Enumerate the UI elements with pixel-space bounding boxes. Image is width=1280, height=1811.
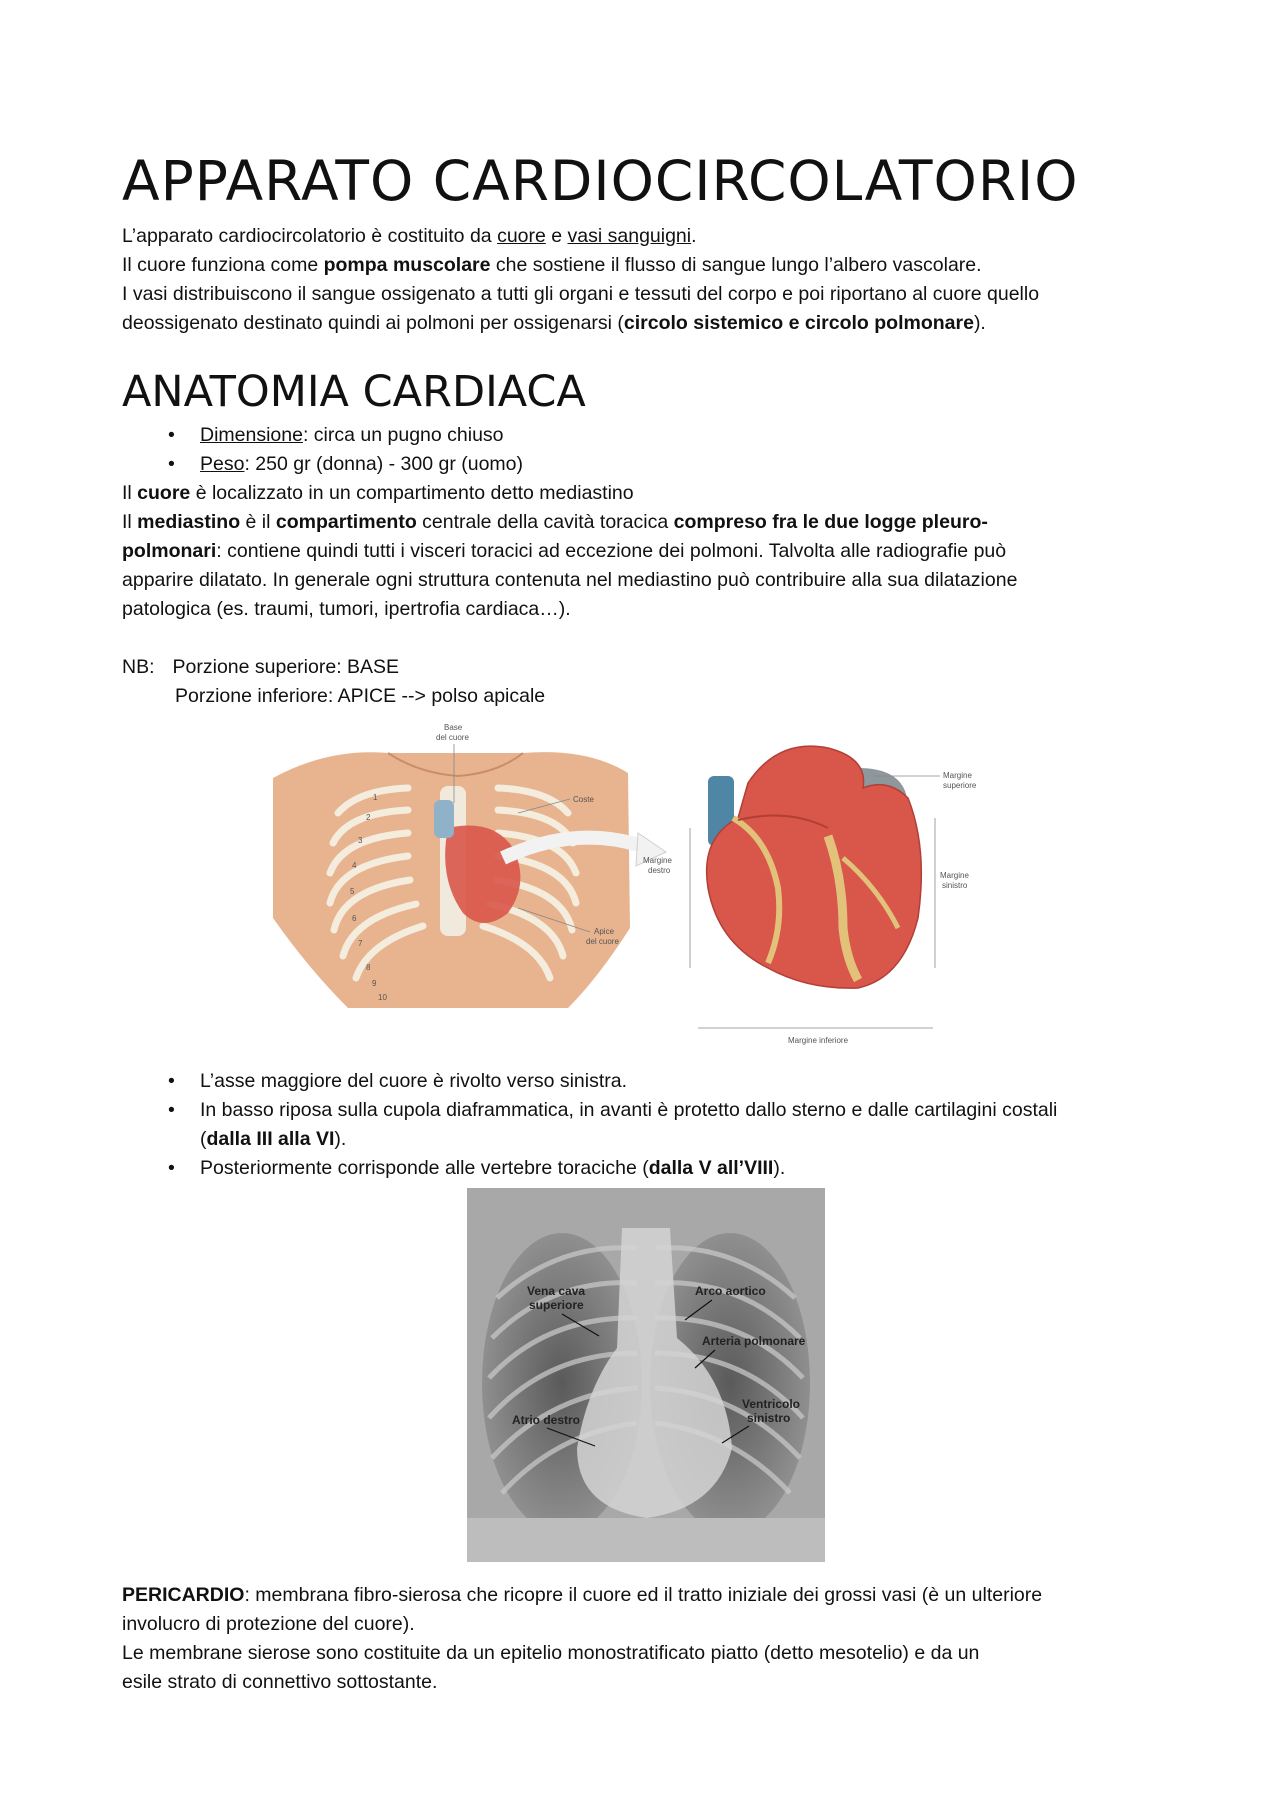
bullet-dot: • bbox=[168, 424, 175, 446]
bullet-dot: • bbox=[168, 1099, 175, 1121]
svg-text:10: 10 bbox=[378, 993, 387, 1002]
svg-text:4: 4 bbox=[352, 861, 357, 870]
intro-line-3: I vasi distribuiscono il sangue ossigenato a tutti gli organi e tessuti del corpo e poi riportano al cuore quello bbox=[122, 283, 1040, 305]
mediastino-line-1: Il cuore è localizzato in un compartimento detto mediastino bbox=[122, 482, 634, 504]
svg-text:8: 8 bbox=[366, 963, 371, 972]
intro-line-1: L’apparato cardiocircolatorio è costituito da cuore e vasi sanguigni. bbox=[122, 225, 697, 247]
svg-text:sinistro: sinistro bbox=[942, 881, 968, 890]
xray-label-atrio-destro: Atrio destro bbox=[512, 1413, 581, 1427]
xray-label-vena-cava: Vena cava bbox=[527, 1284, 586, 1298]
label-margine-inferiore: Margine inferiore bbox=[788, 1036, 849, 1045]
nb-line-1: Porzione superiore: BASE bbox=[172, 656, 400, 678]
bullet-dot: • bbox=[168, 453, 175, 475]
svg-text:5: 5 bbox=[350, 887, 355, 896]
label-margine-sinistro: Margine bbox=[940, 871, 969, 880]
page-title: APPARATO CARDIOCIRCOLATORIO bbox=[122, 149, 1079, 213]
pericardio-line-1: PERICARDIO: membrana fibro-sierosa che ricopre il cuore ed il tratto iniziale dei grossi vasi (è un ulteriore bbox=[122, 1584, 1043, 1606]
svg-text:superiore: superiore bbox=[943, 781, 977, 790]
nb-line-2: Porzione inferiore: APICE --> polso apicale bbox=[175, 685, 546, 707]
intro-line-4: deossigenato destinato quindi ai polmoni per ossigenarsi (circolo sistemico e circolo polmonare). bbox=[122, 312, 986, 334]
svg-text:del cuore: del cuore bbox=[586, 937, 619, 946]
heart-anatomy-illustration bbox=[268, 718, 1068, 1048]
position-bullet-3: • Posteriormente corrisponde alle vertebre toraciche (dalla V all’VIII). bbox=[200, 1154, 785, 1183]
svg-text:6: 6 bbox=[352, 914, 357, 923]
position-bullet-2-cont: (dalla III alla VI). bbox=[200, 1128, 347, 1150]
spec-item-peso: • Peso: 250 gr (donna) - 300 gr (uomo) bbox=[200, 450, 523, 479]
bullet-dot: • bbox=[168, 1070, 175, 1092]
spec-item-dimensione: • Dimensione: circa un pugno chiuso bbox=[200, 421, 504, 450]
svg-text:1: 1 bbox=[373, 793, 378, 802]
pericardio-paragraph bbox=[122, 1581, 1172, 1697]
svg-text:del cuore: del cuore bbox=[436, 733, 469, 742]
svg-text:9: 9 bbox=[372, 979, 377, 988]
pericardio-line-3: Le membrane sierose sono costituite da un epitelio monostratificato piatto (detto mesotelio) e da un bbox=[122, 1642, 980, 1664]
mediastino-paragraph bbox=[122, 479, 1172, 624]
mediastino-line-5: patologica (es. traumi, tumori, ipertrofia cardiaca…). bbox=[122, 598, 571, 620]
svg-text:7: 7 bbox=[358, 939, 363, 948]
xray-label-ventricolo-sinistro: Ventricolo bbox=[742, 1397, 801, 1411]
label-apice: Apice bbox=[594, 927, 615, 936]
bullet-dot: • bbox=[168, 1157, 175, 1179]
mediastino-line-3: polmonari: contiene quindi tutti i visceri toracici ad eccezione dei polmoni. Talvolta alle radiografie può bbox=[122, 540, 1007, 562]
svg-text:destro: destro bbox=[648, 866, 671, 875]
svg-text:3: 3 bbox=[358, 836, 363, 845]
pericardio-line-2: involucro di protezione del cuore). bbox=[122, 1613, 415, 1635]
label-margine-destro: Margine bbox=[643, 856, 672, 865]
position-bullet-2: • In basso riposa sulla cupola diaframmatica, in avanti è protetto dallo sterno e dalle cartilagini costali bbox=[200, 1096, 1057, 1125]
label-base: Base bbox=[444, 723, 463, 732]
mediastino-line-2: Il mediastino è il compartimento centrale della cavità toracica compreso fra le due logge pleuro- bbox=[122, 511, 988, 533]
svg-text:superiore: superiore bbox=[529, 1298, 584, 1312]
label-margine-superiore: Margine bbox=[943, 771, 972, 780]
pericardio-line-4: esile strato di connettivo sottostante. bbox=[122, 1671, 438, 1693]
intro-line-2: Il cuore funziona come pompa muscolare che sostiene il flusso di sangue lungo l’albero vascolare. bbox=[122, 254, 982, 276]
mediastino-line-4: apparire dilatato. In generale ogni struttura contenuta nel mediastino può contribuire alla sua dilatazione bbox=[122, 569, 1018, 591]
position-bullet-1: • L’asse maggiore del cuore è rivolto verso sinistra. bbox=[200, 1067, 627, 1096]
chest-xray-image bbox=[467, 1188, 825, 1562]
nb-note bbox=[122, 653, 1172, 711]
heart-external-view bbox=[707, 746, 922, 988]
svg-text:sinistro: sinistro bbox=[747, 1411, 791, 1425]
nb-label: NB: bbox=[122, 656, 155, 678]
xray-label-arco-aortico: Arco aortico bbox=[695, 1284, 766, 1298]
section-title-anatomia: ANATOMIA CARDIACA bbox=[122, 367, 586, 417]
svg-text:2: 2 bbox=[366, 813, 371, 822]
label-coste: Coste bbox=[573, 795, 594, 804]
xray-label-arteria-polmonare: Arteria polmonare bbox=[702, 1334, 806, 1348]
intro-paragraph bbox=[122, 222, 1172, 338]
